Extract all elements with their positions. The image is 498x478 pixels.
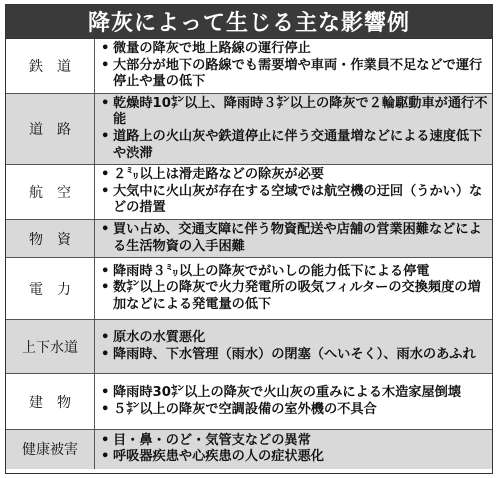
row-effects [95, 258, 493, 320]
bullet-icon: • [101, 330, 110, 346]
effect-text: 降雨時、下水管理（雨水）の閉塞（へいそく）、雨水のあふれ [113, 346, 476, 362]
effect-text: 大部分が地下の路線でも需要増や車両・作業員不足などで運行停止や量の低下 [113, 57, 483, 90]
bullet-icon: • [101, 128, 110, 144]
bullet-icon: • [101, 41, 110, 56]
effect-text: 乾燥時10㌢以上、降雨時３㌢以上の降灰で２輪駆動車が通行不能 [113, 95, 488, 128]
row-category: 電 力 [6, 258, 95, 320]
row-effects [95, 93, 493, 164]
row-category: 鉄 道 [6, 39, 95, 93]
row-category: 道 路 [6, 93, 95, 164]
effect-text: 呼吸器疾患や心疾患の人の症状悪化 [113, 449, 324, 465]
effect-text: 微量の降灰で地上路線の運行停止 [113, 41, 311, 56]
list-item [101, 222, 488, 255]
table-row [6, 39, 492, 93]
bullet-icon: • [101, 95, 110, 111]
list-item [101, 433, 488, 450]
effect-list [95, 39, 492, 93]
effect-text: 大気中に火山灰が存在する空域では航空機の迂回（うかい）などの措置 [113, 183, 483, 216]
table-row [6, 374, 492, 430]
list-item [101, 402, 488, 419]
row-category: 物 資 [6, 219, 95, 257]
effect-list [95, 165, 492, 219]
bullet-icon: • [101, 263, 110, 279]
bullet-icon: • [101, 449, 110, 465]
table-row [6, 320, 492, 374]
impact-table-panel [5, 4, 493, 474]
impact-table [6, 39, 492, 469]
effect-text: ５㌢以上の降灰で空調設備の室外機の不具合 [113, 401, 377, 417]
effect-list [95, 431, 492, 468]
bullet-icon: • [101, 280, 110, 296]
row-effects [95, 320, 493, 374]
list-item [101, 264, 488, 281]
effect-text: 買い占め、交通支障に伴う物資配送や店舗の営業困難などによる生活物資の入手困難 [113, 221, 482, 254]
row-effects [95, 165, 493, 220]
bullet-icon: • [101, 167, 110, 183]
effect-list [95, 220, 492, 257]
effect-list [95, 328, 492, 365]
list-item [101, 347, 488, 364]
bullet-icon: • [101, 432, 110, 448]
row-category: 航 空 [6, 165, 95, 220]
bullet-icon: • [101, 183, 110, 199]
bullet-icon: • [101, 57, 110, 73]
effect-list [95, 383, 492, 420]
table-row [6, 219, 492, 257]
list-item [101, 129, 488, 162]
table-title: 降灰によって生じる主な影響例 [6, 5, 492, 39]
row-category: 上下水道 [6, 320, 95, 374]
row-effects [95, 39, 493, 93]
effect-text: 道路上の火山灰や鉄道停止に伴う交通量増などによる速度低下や渋滞 [113, 128, 483, 161]
bullet-icon: • [101, 346, 110, 362]
list-item [101, 449, 488, 466]
effect-list [95, 262, 492, 316]
row-category: 建 物 [6, 374, 95, 430]
list-item [101, 330, 488, 347]
effect-text: 降雨時３㍉以上の降灰でがいしの能力低下による停電 [113, 263, 430, 279]
row-effects [95, 374, 493, 430]
list-item [101, 184, 488, 217]
bullet-icon: • [101, 401, 110, 417]
row-category: 健康被害 [6, 430, 95, 469]
effect-text: ２㍉以上は滑走路などの除灰が必要 [113, 167, 324, 183]
list-item [101, 96, 488, 129]
list-item [101, 41, 488, 58]
effect-text: 目・鼻・のど・気管支などの異常 [113, 432, 311, 448]
bullet-icon: • [101, 385, 110, 401]
row-effects [95, 430, 493, 469]
list-item [101, 280, 488, 313]
bullet-icon: • [101, 221, 110, 237]
table-row [6, 430, 492, 469]
row-effects [95, 219, 493, 257]
effect-list [95, 94, 492, 164]
list-item [101, 385, 488, 402]
list-item [101, 167, 488, 184]
table-row [6, 258, 492, 320]
list-item [101, 58, 488, 91]
effect-text: 数㌢以上の降灰で火力発電所の吸気フィルターの交換頻度の増加などによる発電量の低下 [113, 280, 481, 312]
effect-text: 降雨時30㌢以上の降灰で火山灰の重みによる木造家屋倒壊 [113, 385, 462, 401]
effect-text: 原水の水質悪化 [113, 330, 206, 346]
table-row [6, 93, 492, 164]
table-row [6, 165, 492, 220]
